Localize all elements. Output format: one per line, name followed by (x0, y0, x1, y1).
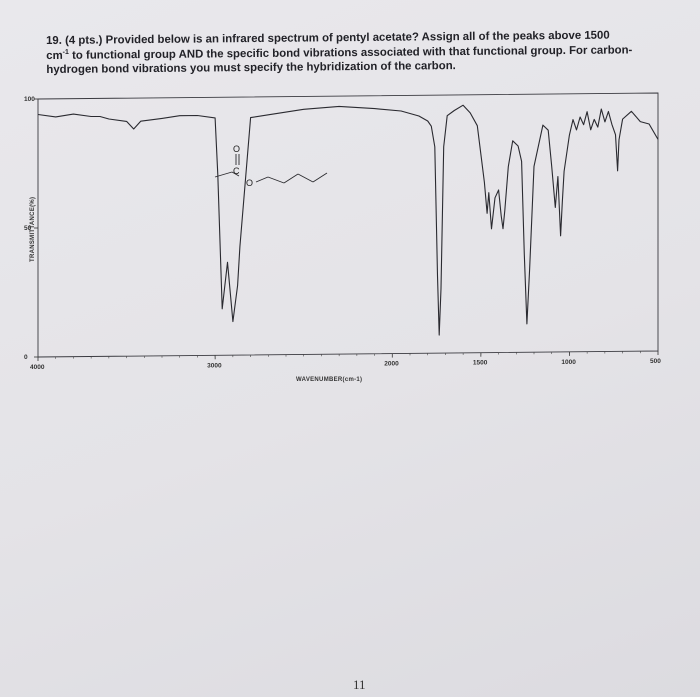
axis-labels (24, 96, 661, 383)
axis-ticks (34, 99, 658, 361)
y-tick-label: 100 (24, 96, 35, 103)
x-tick-label: 2000 (384, 360, 399, 368)
unit-superscript: -1 (62, 48, 69, 56)
page-number: 11 (353, 677, 366, 692)
y-tick-label: 50 (24, 225, 32, 232)
x-tick-label: 500 (650, 358, 661, 365)
molecule-structure-pentyl-acetate (215, 154, 327, 183)
spectrum-trace (38, 105, 658, 335)
y-axis-title: TRANSMITTANCE(%) (30, 196, 36, 262)
molecule-atom-oxygen-carbonyl: O (233, 144, 241, 154)
unit-cm: cm (46, 49, 63, 62)
question-line-1-text: Provided below is an infrared spectrum of pentyl acetate? Assign all of the peaks above 1500 (105, 29, 610, 47)
molecule-atom-oxygen-ester: O (246, 178, 254, 188)
question-points: (4 pts.) (65, 34, 103, 47)
y-tick-label: 0 (24, 354, 28, 361)
molecule-atom-carbon: C (233, 166, 240, 176)
chart-frame (38, 93, 658, 357)
question-line-2-text: to functional group AND the specific bond vibrations associated with that functional group. For carbon- (72, 43, 633, 62)
plot-border (38, 93, 658, 357)
x-tick-label: 3000 (207, 362, 222, 370)
question-number: 19. (46, 34, 62, 47)
question-line-3: hydrogen bond vibrations you must specify the hybridization of the carbon. (46, 60, 456, 76)
x-tick-label: 1500 (472, 359, 488, 367)
x-axis-title: WAVENUMBER(cm-1) (296, 377, 363, 383)
x-tick-label: 4000 (30, 364, 45, 371)
x-tick-label: 1000 (561, 358, 576, 366)
